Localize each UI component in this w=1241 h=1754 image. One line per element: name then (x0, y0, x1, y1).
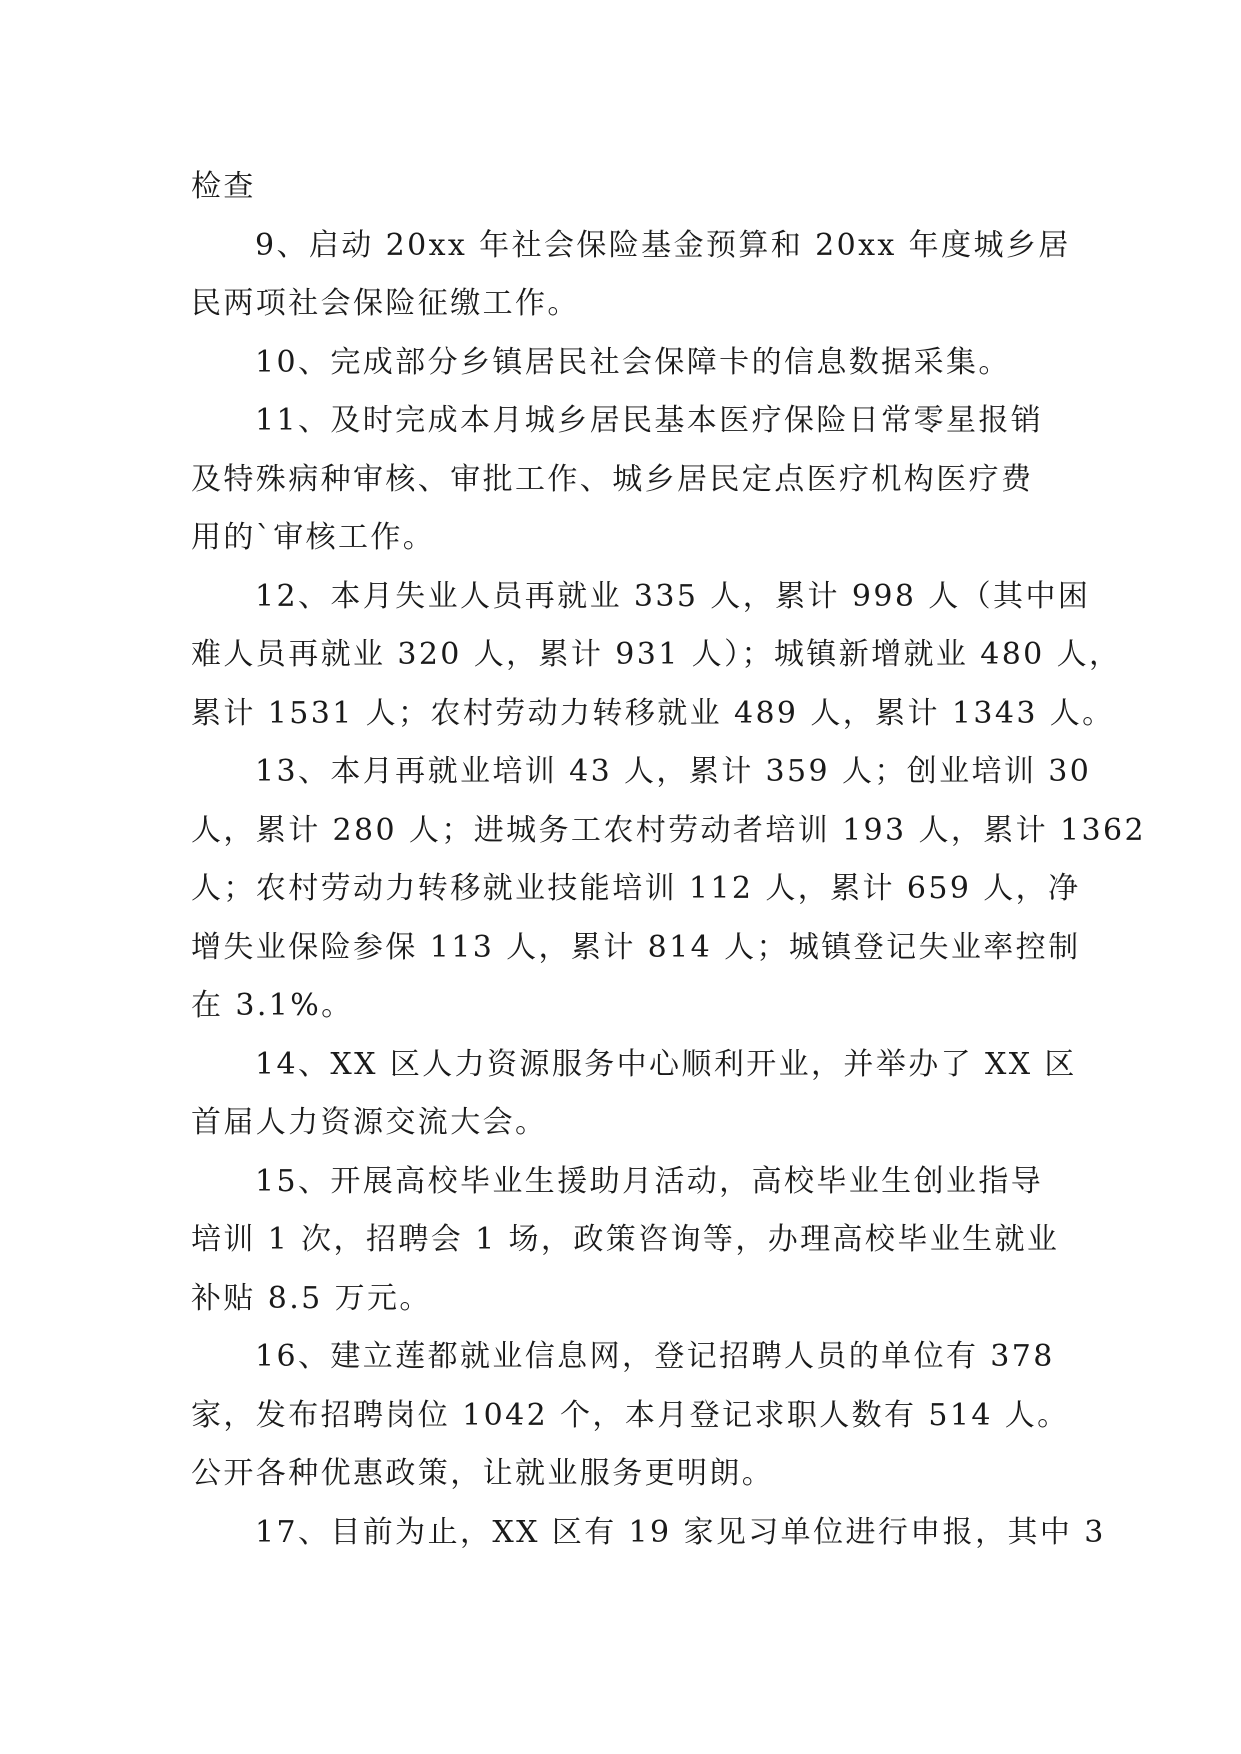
text-line: 14、XX 区人力资源服务中心顺利开业，并举办了 XX 区 (255, 1046, 1077, 1082)
text-line: 11、及时完成本月城乡居民基本医疗保险日常零星报销 (255, 403, 1044, 438)
paragraph-item-14 (191, 1036, 1077, 1153)
paragraph-item-13 (191, 743, 1146, 1036)
document-page (191, 158, 1146, 1562)
text-line: 10、完成部分乡镇居民社会保障卡的信息数据采集。 (255, 344, 1011, 380)
text-line: 增失业保险参保 113 人，累计 814 人；城镇登记失业率控制 (191, 929, 1081, 965)
paragraph-item-12 (191, 568, 1122, 744)
paragraph-item-17 (191, 1504, 1106, 1563)
paragraph-item-10 (191, 334, 1061, 393)
text-line: 及特殊病种审核、审批工作、城乡居民定点医疗机构医疗费 (191, 461, 1034, 497)
paragraph-item-15 (191, 1153, 1061, 1329)
text-line: 在 3.1%。 (191, 988, 354, 1023)
paragraph-item-11 (191, 392, 1061, 568)
text-line: 17、目前为止，XX 区有 19 家见习单位进行申报，其中 3 (255, 1514, 1106, 1550)
paragraph-continuation (191, 158, 1061, 217)
text-line: 检查 (191, 169, 256, 204)
text-line: 补贴 8.5 万元。 (191, 1280, 432, 1316)
text-line: 16、建立莲都就业信息网，登记招聘人员的单位有 378 (255, 1339, 1055, 1374)
text-line: 用的`审核工作。 (191, 520, 436, 555)
text-line: 13、本月再就业培训 43 人，累计 359 人；创业培训 30 (255, 754, 1092, 789)
text-line: 难人员再就业 320 人，累计 931 人）；城镇新增就业 480 人， (191, 637, 1122, 672)
text-line: 12、本月失业人员再就业 335 人，累计 998 人（其中困 (255, 578, 1091, 614)
text-line: 家，发布招聘岗位 1042 个，本月登记求职人数有 514 人。 (191, 1397, 1070, 1433)
text-line: 民两项社会保险征缴工作。 (191, 286, 580, 321)
paragraph-item-16 (191, 1328, 1070, 1504)
text-line: 培训 1 次，招聘会 1 场，政策咨询等，办理高校毕业生就业 (191, 1222, 1060, 1257)
text-line: 15、开展高校毕业生援助月活动，高校毕业生创业指导 (255, 1163, 1044, 1199)
text-line: 人；农村劳动力转移就业技能培训 112 人，累计 659 人，净 (191, 871, 1081, 906)
text-line: 人，累计 280 人；进城务工农村劳动者培训 193 人，累计 1362 (191, 812, 1146, 848)
text-line: 公开各种优惠政策，让就业服务更明朗。 (191, 1456, 775, 1491)
text-line: 累计 1531 人；农村劳动力转移就业 489 人，累计 1343 人。 (191, 695, 1115, 731)
text-line: 首届人力资源交流大会。 (191, 1105, 548, 1140)
paragraph-item-9 (191, 217, 1071, 334)
text-line: 9、启动 20xx 年社会保险基金预算和 20xx 年度城乡居 (255, 227, 1071, 263)
